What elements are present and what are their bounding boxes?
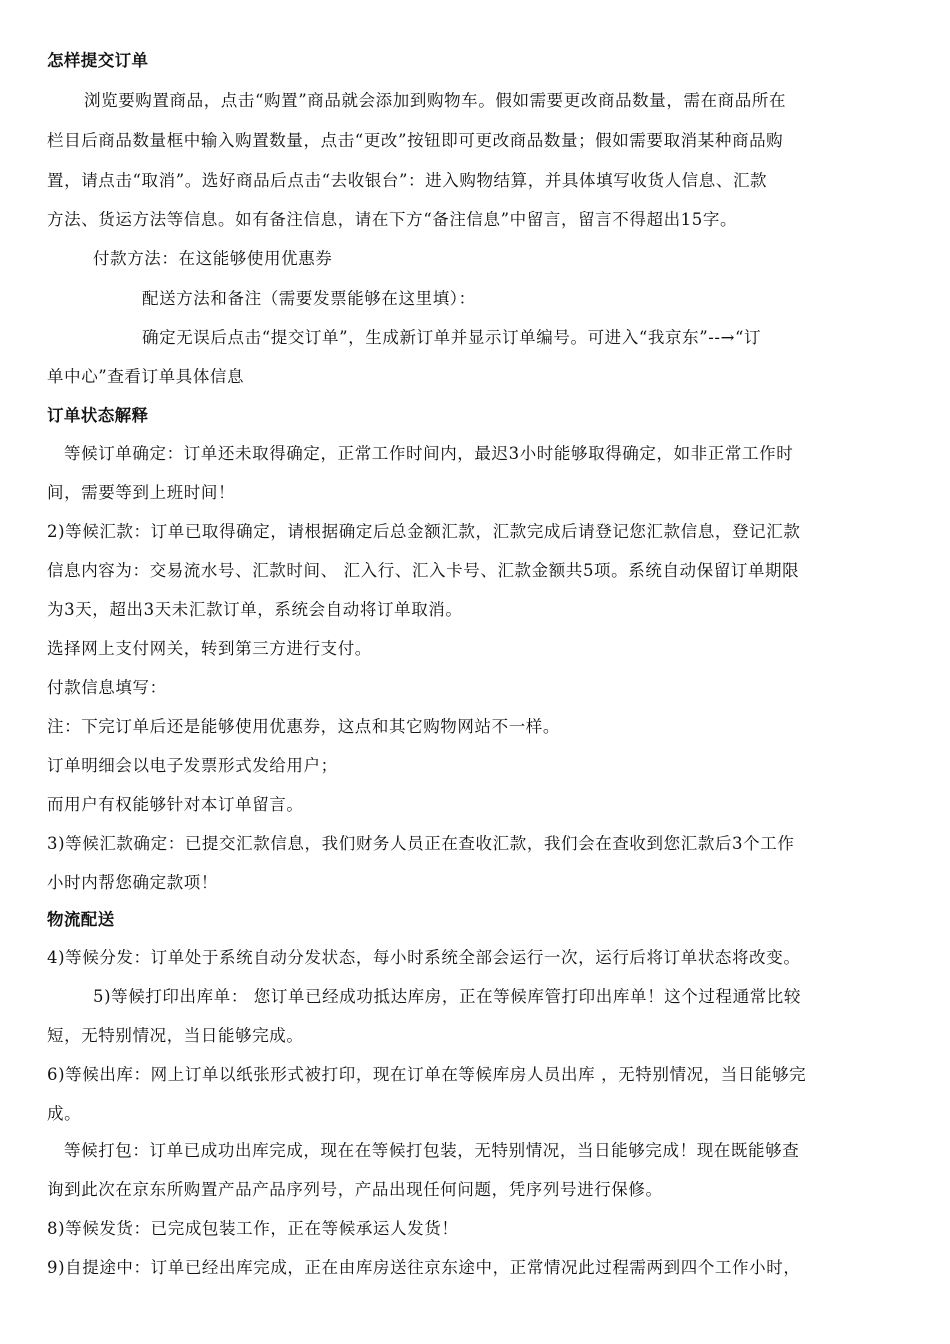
paragraph-line: 方法、货运方法等信息。如有备注信息，请在下方“备注信息”中留言，留言不得超出15字。 — [47, 210, 738, 229]
paragraph-line: 注：下完订单后还是能够使用优惠券，这点和其它购物网站不一样。 — [47, 717, 560, 736]
paragraph-line: 5)等候打印出库单： 您订单已经成功抵达库房，正在等候库管打印出库单！这个过程通常比较 — [93, 987, 801, 1006]
paragraph-line: 小时内帮您确定款项！ — [47, 873, 218, 892]
paragraph-line: 2)等候汇款：订单已取得确定，请根据确定后总金额汇款，汇款完成后请登记您汇款信息，登记汇款 — [47, 522, 801, 541]
paragraph-line: 信息内容为：交易流水号、汇款时间、 汇入行、汇入卡号、汇款金额共5项。系统自动保留订单期限 — [47, 561, 800, 580]
section-heading-submit-order: 怎样提交订单 — [47, 51, 149, 70]
section-heading-order-status: 订单状态解释 — [47, 406, 149, 425]
paragraph-line: 栏目后商品数量框中输入购置数量，点击“更改”按钮即可更改商品数量；假如需要取消某种商品购 — [47, 131, 784, 150]
paragraph-line: 付款方法：在这能够使用优惠券 — [93, 249, 333, 268]
paragraph-line: 9)自提途中：订单已经出库完成，正在由库房送往京东途中，正常情况此过程需两到四个工作小时， — [47, 1258, 801, 1277]
paragraph-line: 询到此次在京东所购置产品产品序列号，产品出现任何问题，凭序列号进行保修。 — [47, 1180, 663, 1199]
paragraph-line: 等候打包：订单已成功出库完成，现在在等候打包装，无特别情况，当日能够完成！现在既能够查 — [64, 1141, 800, 1160]
paragraph-line: 6)等候出库：网上订单以纸张形式被打印，现在订单在等候库房人员出库 ，无特别情况，当日能够完 — [47, 1065, 807, 1084]
paragraph-line: 配送方法和备注（需要发票能够在这里填）： — [142, 289, 476, 308]
section-heading-logistics: 物流配送 — [47, 910, 115, 929]
paragraph-line: 4)等候分发：订单处于系统自动分发状态，每小时系统全部会运行一次，运行后将订单状态将改变。 — [47, 948, 801, 967]
paragraph-line: 等候订单确定：订单还未取得确定，正常工作时间内，最迟3小时能够取得确定，如非正常工作时 — [64, 444, 794, 463]
paragraph-line: 8)等候发货：已完成包装工作，正在等候承运人发货！ — [47, 1219, 459, 1238]
paragraph-line: 单中心”查看订单具体信息 — [47, 367, 245, 386]
paragraph-line: 3)等候汇款确定：已提交汇款信息，我们财务人员正在查收汇款，我们会在查收到您汇款后3个工作 — [47, 834, 795, 853]
paragraph-line: 订单明细会以电子发票形式发给用户； — [47, 756, 338, 775]
paragraph-line: 浏览要购置商品，点击“购置”商品就会添加到购物车。假如需要更改商品数量，需在商品所在 — [84, 91, 787, 110]
paragraph-line: 置，请点击“取消”。选好商品后点击“去收银台”：进入购物结算，并具体填写收货人信息、汇款 — [47, 171, 768, 190]
paragraph-line: 而用户有权能够针对本订单留言。 — [47, 795, 304, 814]
paragraph-line: 为3天，超出3天未汇款订单，系统会自动将订单取消。 — [47, 600, 463, 619]
paragraph-line: 选择网上支付网关，转到第三方进行支付。 — [47, 639, 372, 658]
paragraph-line: 间，需要等到上班时间！ — [47, 483, 236, 502]
paragraph-line: 确定无误后点击“提交订单”，生成新订单并显示订单编号。可进入“我京东”--→“订 — [142, 328, 762, 347]
paragraph-line: 付款信息填写： — [47, 678, 167, 697]
paragraph-line: 短，无特别情况，当日能够完成。 — [47, 1026, 304, 1045]
paragraph-line: 成。 — [47, 1104, 82, 1123]
